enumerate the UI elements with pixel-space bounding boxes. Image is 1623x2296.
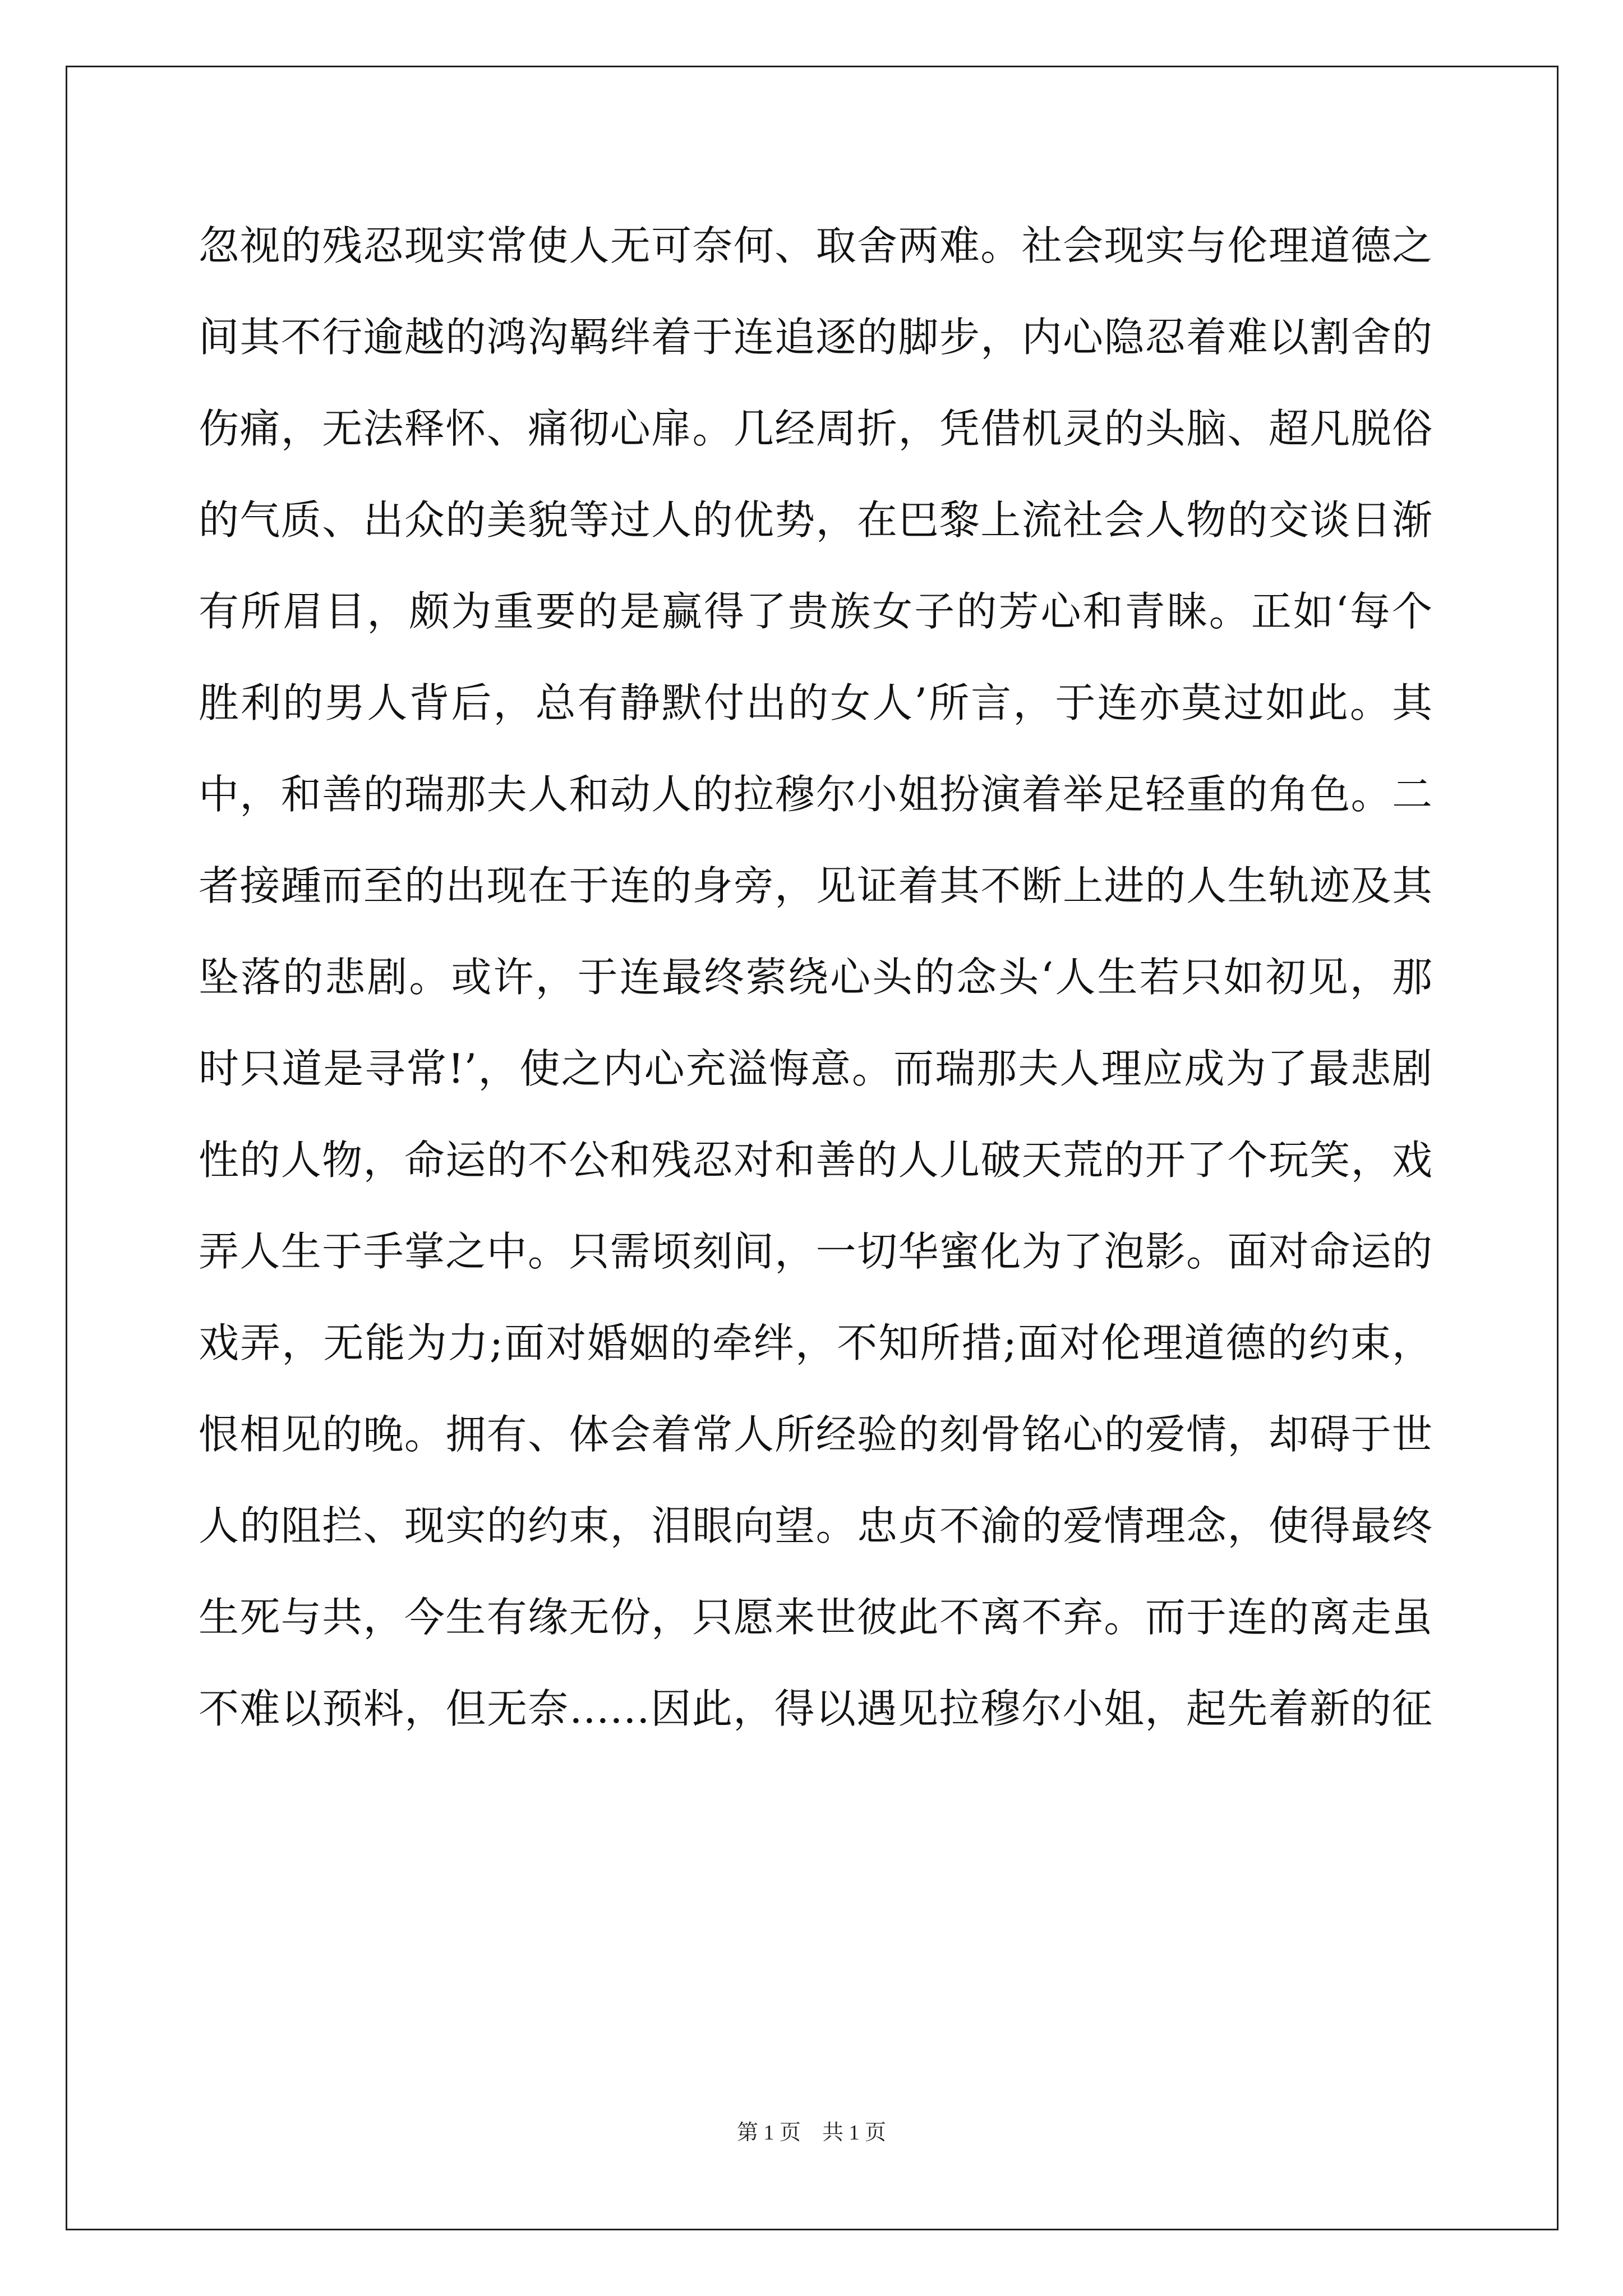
text-line: 性的人物，命运的不公和残忍对和善的人儿破天荒的开了个玩笑，戏 (199, 1137, 1432, 1184)
text-line: 伤痛，无法释怀、痛彻心扉。几经周折，凭借机灵的头脑、超凡脱俗 (199, 405, 1432, 452)
text-line: 恨相见的晚。拥有、体会着常人所经验的刻骨铭心的爱情，却碍于世 (199, 1411, 1432, 1458)
text-line: 人的阻拦、现实的约束，泪眼向望。忠贞不渝的爱情理念，使得最终 (199, 1502, 1432, 1549)
text-line: 生死与共，今生有缘无份，只愿来世彼此不离不弃。而于连的离走虽 (199, 1594, 1432, 1641)
text-line: 胜利的男人背后，总有静默付出的女人’所言，于连亦莫过如此。其 (199, 679, 1432, 726)
text-line: 坠落的悲剧。或许，于连最终萦绕心头的念头‘人生若只如初见，那 (199, 954, 1432, 1001)
text-line: 时只道是寻常!’，使之内心充溢悔意。而瑞那夫人理应成为了最悲剧 (199, 1045, 1432, 1092)
page-number-footer: 第 1 页 共 1 页 (736, 2121, 886, 2145)
text-line: 间其不行逾越的鸿沟羁绊着于连追逐的脚步，内心隐忍着难以割舍的 (199, 314, 1432, 361)
text-line: 者接踵而至的出现在于连的身旁，见证着其不断上进的人生轨迹及其 (199, 862, 1432, 909)
body-text (199, 215, 1432, 1769)
text-line: 有所眉目，颇为重要的是赢得了贵族女子的芳心和青睐。正如‘每个 (199, 588, 1432, 635)
text-line: 忽视的残忍现实常使人无可奈何、取舍两难。社会现实与伦理道德之 (199, 222, 1432, 269)
text-line: 不难以预料，但无奈……因此，得以遇见拉穆尔小姐，起先着新的征 (199, 1685, 1432, 1732)
text-line: 弄人生于手掌之中。只需顷刻间，一切华蜜化为了泡影。面对命运的 (199, 1228, 1432, 1275)
text-line: 中，和善的瑞那夫人和动人的拉穆尔小姐扮演着举足轻重的角色。二 (199, 771, 1432, 818)
text-line: 戏弄，无能为力;面对婚姻的牵绊，不知所措;面对伦理道德的约束， (199, 1319, 1432, 1366)
text-line: 的气质、出众的美貌等过人的优势，在巴黎上流社会人物的交谈日渐 (199, 496, 1432, 544)
